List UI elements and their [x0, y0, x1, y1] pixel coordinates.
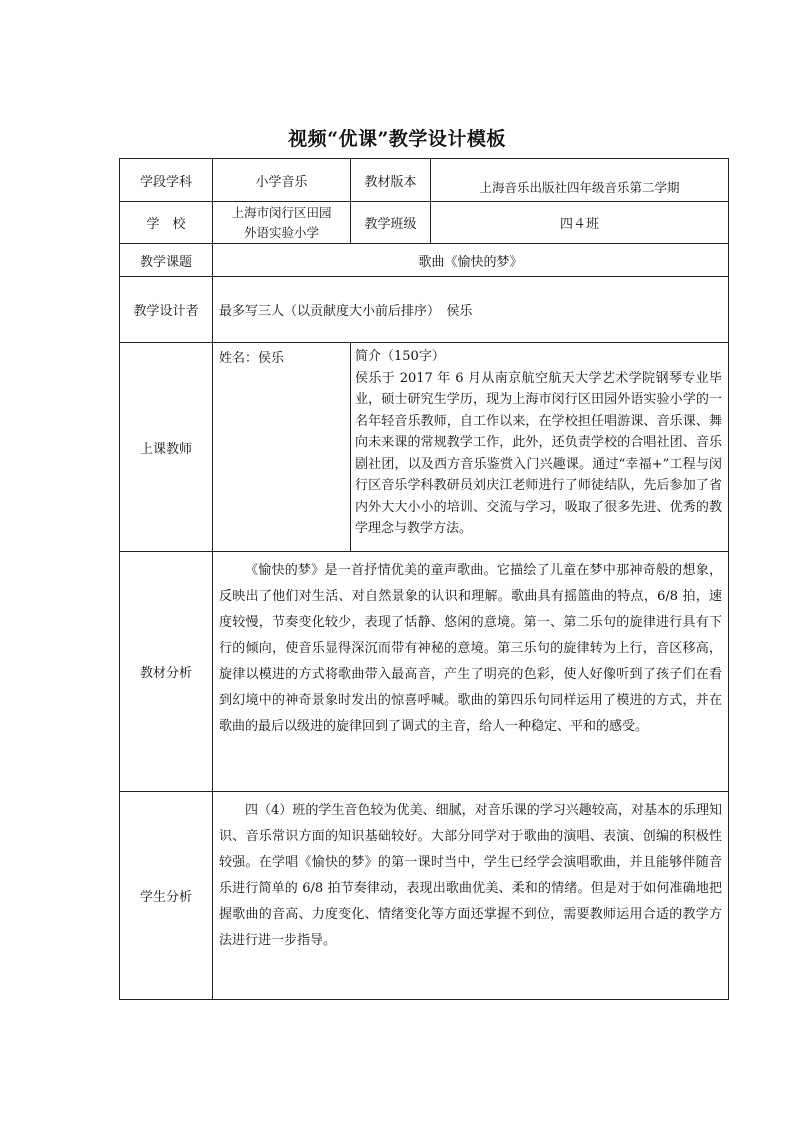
edition-value-cell	[431, 159, 729, 202]
row-designer	[120, 277, 729, 343]
lesson-design-table	[119, 158, 729, 1000]
stage-subject-label: 学段学科	[120, 159, 213, 202]
school-value-line1: 上海市闵行区田园	[231, 204, 332, 220]
teacher-bio-heading: 简介（150字）	[355, 349, 445, 364]
topic-label: 教学课题	[120, 244, 213, 277]
row-material	[120, 552, 729, 792]
class-value: 四４班	[431, 202, 729, 244]
row-school	[120, 202, 729, 244]
school-value-cell	[213, 202, 351, 244]
teacher-bio-text: 侯乐于 2017 年 6 月从南京航空航天大学艺术学院钢琴专业毕业，硕士研究生学历，现为上海市闵行区田园外语实验小学的一名年轻音乐教师，自工作以来，在学校担任唱游课、音乐课、舞向未来课的常规教学工作，此外，还负责学校的合唱社团、音乐剧社团，以及西方音乐鉴赏入门兴趣课。通过“幸福+”工程与闵行区音乐学科教研员刘庆江老师进行了师徒结队，先后参加了省内外大大小小的培训、交流与学习，吸取了很多先进、优秀的教学理念与教学方法。	[355, 370, 722, 536]
designer-label: 教学设计者	[120, 277, 213, 343]
designer-value: 最多写三人（以贡献度大小前后排序） 侯乐	[213, 277, 729, 343]
students-text: 四（4）班的学生音色较为优美、细腻，对音乐课的学习兴趣较高，对基本的乐理知识、音乐常识方面的知识基础较好。大部分同学对于歌曲的演唱、表演、创编的积极性较强。在学唱《愉快的梦》的第一课时当中，学生已经学会演唱歌曲，并且能够伴随音乐进行简单的 6/8 拍节奏律动，表现出歌曲优美、柔和的情绪。但是对于如何准确地把握歌曲的音高、力度变化、情绪变化等方面还掌握不到位，需要教师运用合适的教学方法进行进一步指导。	[213, 792, 729, 1000]
school-label: 学 校	[120, 202, 213, 244]
edition-value: 上海音乐出版社四年级音乐第二学期	[479, 180, 680, 195]
row-students	[120, 792, 729, 1000]
teacher-label: 上课教师	[120, 343, 213, 552]
class-label: 教学班级	[351, 202, 431, 244]
row-stage-subject	[120, 159, 729, 202]
school-value-line2: 外语实验小学	[243, 224, 319, 240]
row-teacher	[120, 343, 729, 552]
edition-label: 教材版本	[351, 159, 431, 202]
row-topic	[120, 244, 729, 277]
material-label: 教材分析	[120, 552, 213, 792]
stage-subject-value: 小学音乐	[213, 159, 351, 202]
teacher-bio-cell	[351, 343, 729, 552]
document-title: 视频“优课”教学设计模板	[288, 128, 506, 150]
material-text: 《愉快的梦》是一首抒情优美的童声歌曲。它描绘了儿童在梦中那神奇般的想象，反映出了他们对生活、对自然景象的认识和理解。歌曲具有摇篮曲的特点，6/8 拍，速度较慢，节奏变化较少，表现了恬静、悠闲的意境。第一、第二乐句的旋律进行具有下行的倾向，使音乐显得深沉而带有神秘的意境。第三乐句的旋律转为上行，音区移高，旋律以模进的方式将歌曲带入最高音，产生了明亮的色彩，使人好像听到了孩子们在看到幻境中的神奇景象时发出的惊喜呼喊。歌曲的第四乐句同样运用了模进的方式，并在歌曲的最后以级进的旋律回到了调式的主音，给人一种稳定、平和的感受。	[213, 552, 729, 792]
teacher-name: 姓名：侯乐	[213, 343, 351, 552]
topic-value: 歌曲《愉快的梦》	[213, 244, 729, 277]
students-label: 学生分析	[120, 792, 213, 1000]
